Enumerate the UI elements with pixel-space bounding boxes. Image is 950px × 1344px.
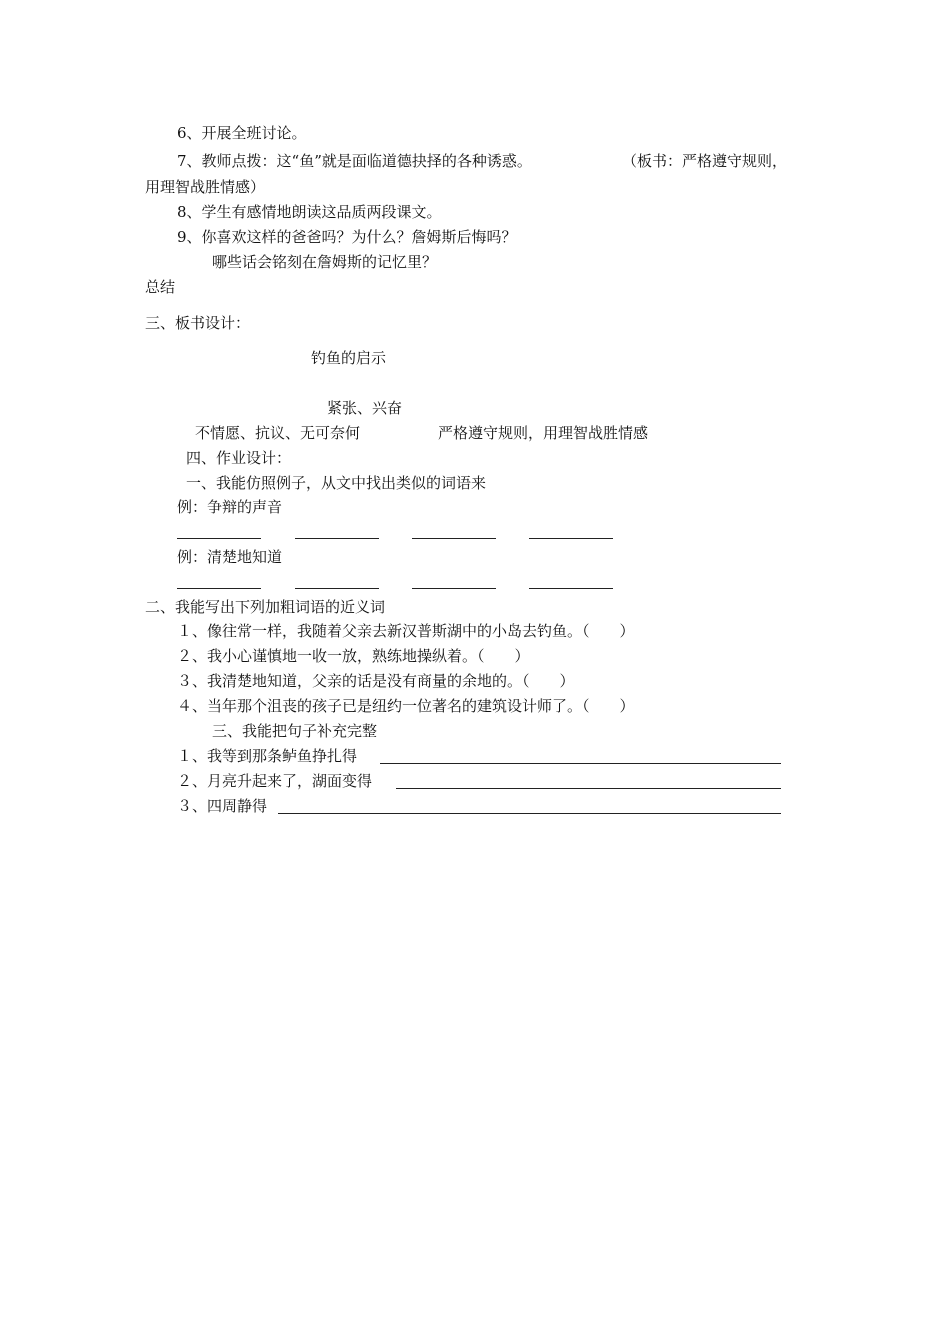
board-left: 不情愿、抗议、无可奈何: [195, 424, 361, 442]
answer-blank[interactable]: [177, 588, 261, 589]
step-6: 6、开展全班讨论。: [177, 124, 307, 142]
answer-blank[interactable]: [177, 538, 261, 539]
sentence-item: １、我等到那条鲈鱼挣扎得: [177, 747, 358, 765]
summary-heading: 总结: [145, 278, 176, 296]
step-9-sub: 哪些话会铭刻在詹姆斯的记忆里？: [212, 253, 438, 271]
board-line-1: 紧张、兴奋: [327, 399, 403, 417]
answer-blank[interactable]: [412, 538, 496, 539]
sentence-blank[interactable]: [396, 788, 781, 789]
sentence-blank[interactable]: [380, 763, 781, 764]
homework-part3-title: 三、我能把句子补充完整: [212, 722, 378, 740]
homework-heading: 四、作业设计：: [186, 449, 292, 467]
step-7-note-cont: 用理智战胜情感）: [145, 178, 266, 196]
homework-example-1: 例：争辩的声音: [177, 498, 283, 516]
step-7: 7、教师点拨：这“鱼”就是面临道德抉择的各种诱惑。: [177, 152, 532, 170]
sentence-blank[interactable]: [278, 813, 781, 814]
board-title: 钓鱼的启示: [311, 349, 387, 367]
synonym-item: ４、当年那个沮丧的孩子已是纽约一位著名的建筑设计师了。（ ）: [177, 697, 635, 715]
step-7-note: （板书：严格遵守规则，: [622, 152, 788, 170]
answer-blank[interactable]: [412, 588, 496, 589]
sentence-item: ２、月亮升起来了，湖面变得: [177, 772, 373, 790]
homework-part1-title: 一、我能仿照例子，从文中找出类似的词语来: [186, 474, 487, 492]
step-9: 9、你喜欢这样的爸爸吗？为什么？詹姆斯后悔吗？: [177, 228, 517, 246]
answer-blank[interactable]: [295, 538, 379, 539]
board-right: 严格遵守规则，用理智战胜情感: [438, 424, 649, 442]
synonym-item: ２、我小心谨慎地一收一放，熟练地操纵着。（ ）: [177, 647, 530, 665]
answer-blank[interactable]: [295, 588, 379, 589]
synonym-item: １、像往常一样，我随着父亲去新汉普斯湖中的小岛去钓鱼。（ ）: [177, 622, 635, 640]
answer-blank[interactable]: [529, 588, 613, 589]
homework-part2-title: 二、我能写出下列加粗词语的近义词: [145, 598, 386, 616]
synonym-item: ３、我清楚地知道，父亲的话是没有商量的余地的。（ ）: [177, 672, 575, 690]
homework-example-2: 例：清楚地知道: [177, 548, 283, 566]
sentence-item: ３、四周静得: [177, 797, 268, 815]
board-heading: 三、板书设计：: [145, 314, 251, 332]
answer-blank[interactable]: [529, 538, 613, 539]
step-8: 8、学生有感情地朗读这品质两段课文。: [177, 203, 442, 221]
